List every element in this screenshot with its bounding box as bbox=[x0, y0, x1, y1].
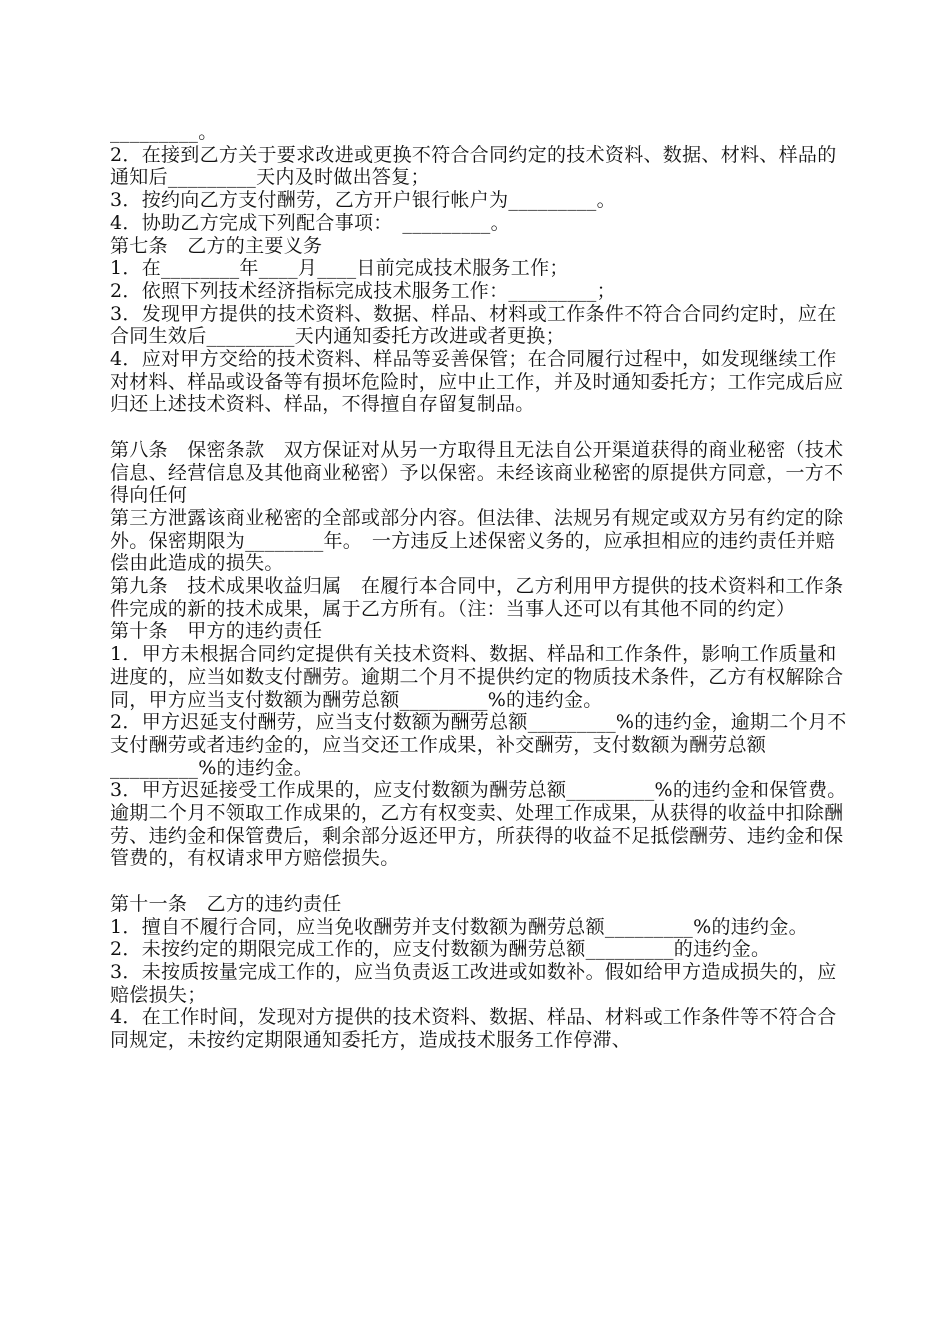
section-heading: 第十一条 乙方的违约责任 bbox=[110, 892, 342, 915]
paragraph: 第九条 技术成果收益归属 在履行本合同中，乙方利用甲方提供的技术资料和工作条件完成的新的技术成果，属于乙方所有。（注：当事人还可以有其他不同的约定） bbox=[110, 575, 844, 620]
paragraph: 3．未按质按量完成工作的，应当负责返工改进或如数补。假如给甲方造成损失的，应赔偿损失； bbox=[110, 960, 837, 1006]
paragraph: 4．协助乙方完成下列配合事项： _________。 bbox=[110, 211, 510, 234]
document-body bbox=[110, 121, 848, 1052]
paragraph: 4．在工作时间，发现对方提供的技术资料、数据、样品、材料或工作条件等不符合合同规定，未按约定期限通知委托方，造成技术服务工作停滞、 bbox=[110, 1006, 837, 1052]
paragraph: 第八条 保密条款 双方保证对从另一方取得且无法自公开渠道获得的商业秘密（技术信息、经营信息及其他商业秘密）予以保密。未经该商业秘密的原提供方同意，一方不得向任何 bbox=[110, 438, 844, 507]
section-heading: 第七条 乙方的主要义务 bbox=[110, 234, 323, 257]
paragraph: _________。 bbox=[110, 121, 218, 143]
paragraph: 3．按约向乙方支付酬劳，乙方开户银行帐户为_________。 bbox=[110, 189, 616, 212]
paragraph: 2．在接到乙方关于要求改进或更换不符合合同约定的技术资料、数据、材料、样品的通知后_________天内及时做出答复； bbox=[110, 143, 837, 189]
paragraph: 1．在________年____月____日前完成技术服务工作； bbox=[110, 257, 569, 280]
paragraph: 2．未按约定的期限完成工作的，应支付数额为酬劳总额_________的违约金。 bbox=[110, 938, 771, 961]
paragraph: 3．发现甲方提供的技术资料、数据、样品、材料或工作条件不符合合同约定时，应在合同生效后_________天内通知委托方改进或者更换； bbox=[110, 302, 837, 348]
section-heading: 第十条 甲方的违约责任 bbox=[110, 620, 323, 643]
paragraph: 2．依照下列技术经济指标完成技术服务工作：_________； bbox=[110, 279, 616, 302]
blank-line bbox=[110, 416, 848, 439]
paragraph: 1．甲方未根据合同约定提供有关技术资料、数据、样品和工作条件，影响工作质量和进度的，应当如数支付酬劳。逾期二个月不提供约定的物质技术条件，乙方有权解除合同，甲方应当支付数额为酬劳总额_________%的违约金。 bbox=[110, 643, 844, 711]
paragraph: 2．甲方迟延支付酬劳，应当支付数额为酬劳总额_________%的违约金，逾期二个月不支付酬劳或者违约金的，应当交还工作成果，补交酬劳，支付数额为酬劳总额_________%的违约金。 bbox=[110, 711, 847, 779]
paragraph: 4．应对甲方交给的技术资料、样品等妥善保管；在合同履行过程中，如发现继续工作对材料、样品或设备等有损坏危险时，应中止工作，并及时通知委托方；工作完成后应归还上述技术资料、样品，不得擅自存留复制品。 bbox=[110, 348, 844, 416]
paragraph: 第三方泄露该商业秘密的全部或部分内容。但法律、法规另有规定或双方另有约定的除外。保密期限为________年。 一方违反上述保密义务的，应承担相应的违约责任并赔偿由此造成的损失。 bbox=[110, 506, 844, 575]
paragraph: 1．擅自不履行合同，应当免收酬劳并支付数额为酬劳总额_________%的违约金。 bbox=[110, 915, 808, 938]
paragraph: 3．甲方迟延接受工作成果的，应支付数额为酬劳总额_________%的违约金和保管费。逾期二个月不领取工作成果的，乙方有权变卖、处理工作成果，从获得的收益中扣除酬劳、违约金和保管费后，剩余部分返还甲方，所获得的收益不足抵偿酬劳、违约金和保管费的，有权请求甲方赔偿损失。 bbox=[110, 779, 847, 870]
blank-line bbox=[110, 870, 848, 893]
